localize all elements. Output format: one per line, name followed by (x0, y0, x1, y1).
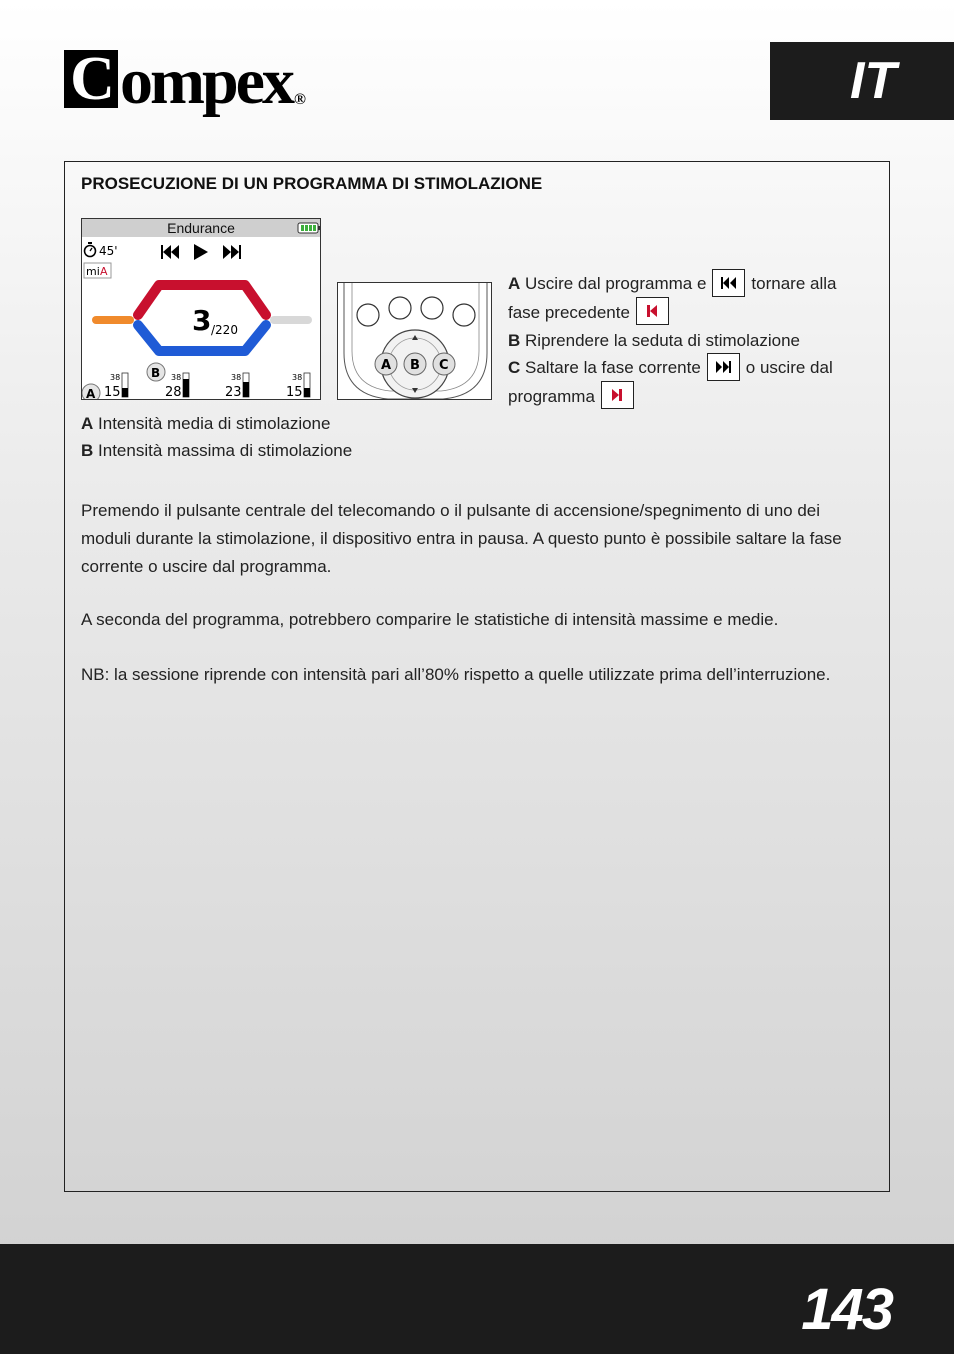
content-box (64, 161, 890, 1192)
screen-graphics (82, 219, 321, 400)
page-number: 143 (801, 1277, 892, 1342)
previous-phase-key-icon (636, 297, 669, 325)
action-a (508, 270, 868, 327)
remote-label-b: B (410, 358, 420, 373)
channel-2 (165, 373, 189, 400)
channel-4-max: 38 (292, 373, 303, 382)
registered-mark: ® (293, 91, 306, 108)
fast-forward-key-icon (707, 353, 740, 381)
remote-button-2 (389, 297, 411, 319)
timer-value: 45' (99, 244, 118, 258)
channel-3-max: 38 (231, 373, 242, 382)
device-screen (81, 218, 321, 400)
action-a-text-1: Uscire dal programma e (525, 274, 707, 293)
channel-4-value: 15 (286, 385, 303, 400)
channel-3 (225, 373, 249, 400)
page-footer (0, 1244, 954, 1354)
play-icon (194, 244, 208, 260)
logo-initial: C (64, 50, 118, 108)
section-title: PROSECUZIONE DI UN PROGRAMMA DI STIMOLAZIONE (81, 174, 543, 193)
remote-label-a: A (381, 358, 392, 373)
rewind-icon (161, 245, 179, 259)
language-tab: IT (770, 42, 954, 120)
channel-1-max: 38 (110, 373, 121, 382)
mode-label: mi (86, 265, 100, 278)
rewind-key-icon (712, 269, 745, 297)
compex-logo (64, 42, 304, 122)
screen-label-a: A (86, 387, 96, 401)
fast-forward-icon (223, 245, 241, 259)
channel-2-value: 28 (165, 385, 182, 400)
action-b-key: B (508, 331, 521, 351)
remote-label-c: C (439, 358, 449, 373)
paragraph-pause: Premendo il pulsante centrale del telecomando o il pulsante di accensione/spegnimento di uno dei moduli durante la stimolazione, il dispositivo entra in pausa. A questo punto è possibile saltare la fase corrente o uscire dal programma. (81, 501, 842, 576)
battery-icon (298, 223, 320, 233)
step-total: /220 (211, 323, 238, 337)
screen-label-b: B (151, 366, 161, 380)
action-a-text-2: tornare alla fase precedente (508, 274, 837, 322)
legend-a (81, 410, 352, 437)
channel-1 (104, 373, 128, 400)
action-b (508, 327, 868, 354)
action-c-text-2: o uscire dal programma (508, 358, 833, 406)
channel-2-max: 38 (171, 373, 182, 382)
action-b-text: Riprendere la seduta di stimolazione (525, 331, 801, 351)
legend-b-key: B (81, 441, 94, 460)
next-phase-key-icon (601, 381, 634, 409)
action-c (508, 354, 868, 411)
legend-a-key: A (81, 414, 94, 433)
action-c-text-1: Saltare la fase corrente (525, 358, 701, 378)
channel-3-value: 23 (225, 385, 242, 400)
legend-b-text: Intensità massima di stimolazione (98, 441, 353, 460)
remote-graphics (338, 283, 492, 400)
channel-1-value: 15 (104, 385, 121, 400)
actions-description (508, 270, 868, 411)
step-current: 3 (192, 304, 212, 337)
remote-control (337, 282, 492, 400)
paragraph-note: NB: la sessione riprende con intensità pari all’80% rispetto a quelle utilizzate prima dell’interruzione. (81, 665, 831, 684)
logo-text: ompex (120, 45, 292, 118)
stopwatch-icon (85, 242, 96, 257)
action-c-key: C (508, 358, 521, 378)
action-a-key: A (508, 274, 521, 293)
legend-b (81, 437, 352, 464)
program-name: Endurance (167, 220, 235, 236)
legend-a-text: Intensità media di stimolazione (98, 414, 331, 433)
legend (81, 410, 352, 464)
channel-4 (286, 373, 310, 400)
remote-button-1 (357, 304, 379, 326)
remote-button-4 (453, 304, 475, 326)
mode-suffix: A (100, 265, 108, 278)
remote-button-3 (421, 297, 443, 319)
paragraph-statistics: A seconda del programma, potrebbero comparire le statistiche di intensità massime e medie. (81, 610, 779, 629)
